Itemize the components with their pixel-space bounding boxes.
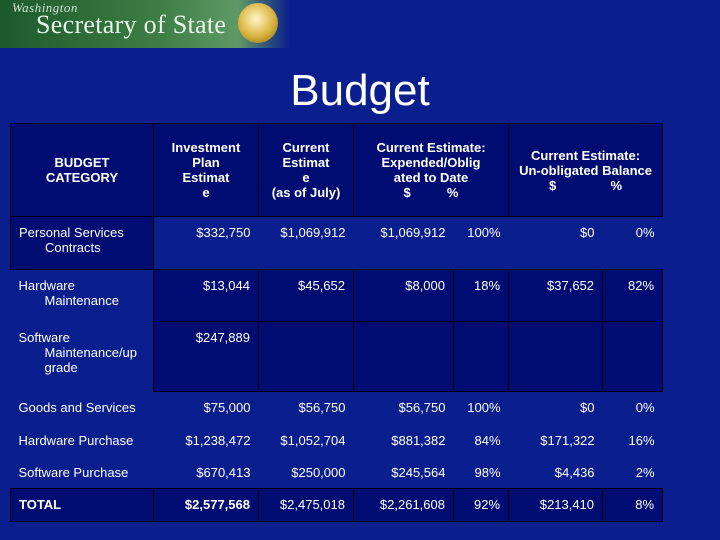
table-header-row (11, 124, 663, 217)
banner-state-text: Washington (12, 0, 78, 15)
cell-plan: $2,577,568 (154, 489, 259, 522)
cell-balance-pct: 8% (603, 489, 663, 522)
row-category: TOTAL (11, 489, 154, 522)
table-row (11, 270, 663, 322)
cell-balance-pct: 0% (635, 225, 655, 240)
cell-current (259, 322, 354, 392)
table-row (11, 457, 663, 489)
cell-expended: $1,069,912 (380, 225, 446, 240)
cell-current: $1,069,912 (280, 225, 346, 240)
cell-plan: $247,889 (154, 322, 259, 392)
row-category: Hardware Purchase (18, 432, 134, 448)
cell-plan: $13,044 (154, 270, 259, 322)
header-category: BUDGET CATEGORY (11, 124, 154, 217)
table-row (11, 322, 663, 392)
cell-plan: $1,238,472 (185, 432, 251, 448)
header-unobligated: Current Estimate: Un-obligated Balance $ % (509, 124, 663, 217)
sos-banner (0, 0, 290, 48)
cell-balance: $213,410 (509, 489, 603, 522)
cell-balance: $37,652 (509, 270, 603, 322)
cell-balance-pct: 82% (603, 270, 663, 322)
budget-table (10, 123, 663, 522)
cell-current: $56,750 (298, 400, 346, 415)
header-current-estimate: Current Estimat e (as of July) (259, 124, 354, 217)
cell-expended-pct: 100% (467, 225, 501, 240)
row-category: Goods and Services (18, 399, 136, 415)
cell-plan: $75,000 (203, 400, 251, 415)
cell-expended-pct: 98% (474, 464, 501, 480)
banner-office-text: Secretary of State (36, 10, 227, 39)
row-category: Software Purchase (18, 464, 129, 480)
table-row (11, 392, 663, 425)
cell-expended (354, 322, 454, 392)
cell-balance-pct: 2% (635, 464, 655, 480)
cell-balance (509, 322, 603, 392)
cell-current: $1,052,704 (280, 432, 346, 448)
cell-balance-pct: 0% (635, 400, 655, 415)
page-title: Budget (290, 66, 430, 115)
cell-balance: $4,436 (554, 464, 595, 480)
cell-balance: $171,322 (540, 432, 595, 448)
table-row (11, 217, 663, 270)
cell-balance: $0 (580, 400, 595, 415)
header-investment-plan: Investment Plan Estimat e (154, 124, 259, 217)
cell-balance-pct (603, 322, 663, 392)
cell-balance-pct: 16% (628, 432, 655, 448)
cell-expended: $2,261,608 (354, 489, 454, 522)
table-row (11, 425, 663, 457)
cell-current: $2,475,018 (259, 489, 354, 522)
cell-expended-pct: 18% (454, 270, 509, 322)
cell-balance: $0 (580, 225, 595, 240)
cell-current: $250,000 (291, 464, 346, 480)
cell-expended-pct: 92% (454, 489, 509, 522)
row-category: Software Maintenance/up grade (18, 329, 138, 375)
cell-expended: $881,382 (391, 432, 446, 448)
row-category: Hardware Maintenance (18, 278, 119, 308)
header-expended: Current Estimate: Expended/Oblig ated to Date $ % (354, 124, 509, 217)
cell-expended: $56,750 (398, 400, 446, 415)
cell-expended-pct (454, 322, 509, 392)
cell-expended: $8,000 (354, 270, 454, 322)
row-category: Personal Services Contracts (11, 217, 154, 270)
cell-plan: $670,413 (196, 464, 251, 480)
table-row-total (11, 489, 663, 522)
cell-plan: $332,750 (196, 225, 251, 240)
cell-expended: $245,564 (391, 464, 446, 480)
state-seal-icon (238, 3, 278, 43)
cell-current: $45,652 (259, 270, 354, 322)
cell-expended-pct: 84% (474, 432, 501, 448)
cell-expended-pct: 100% (467, 400, 501, 415)
